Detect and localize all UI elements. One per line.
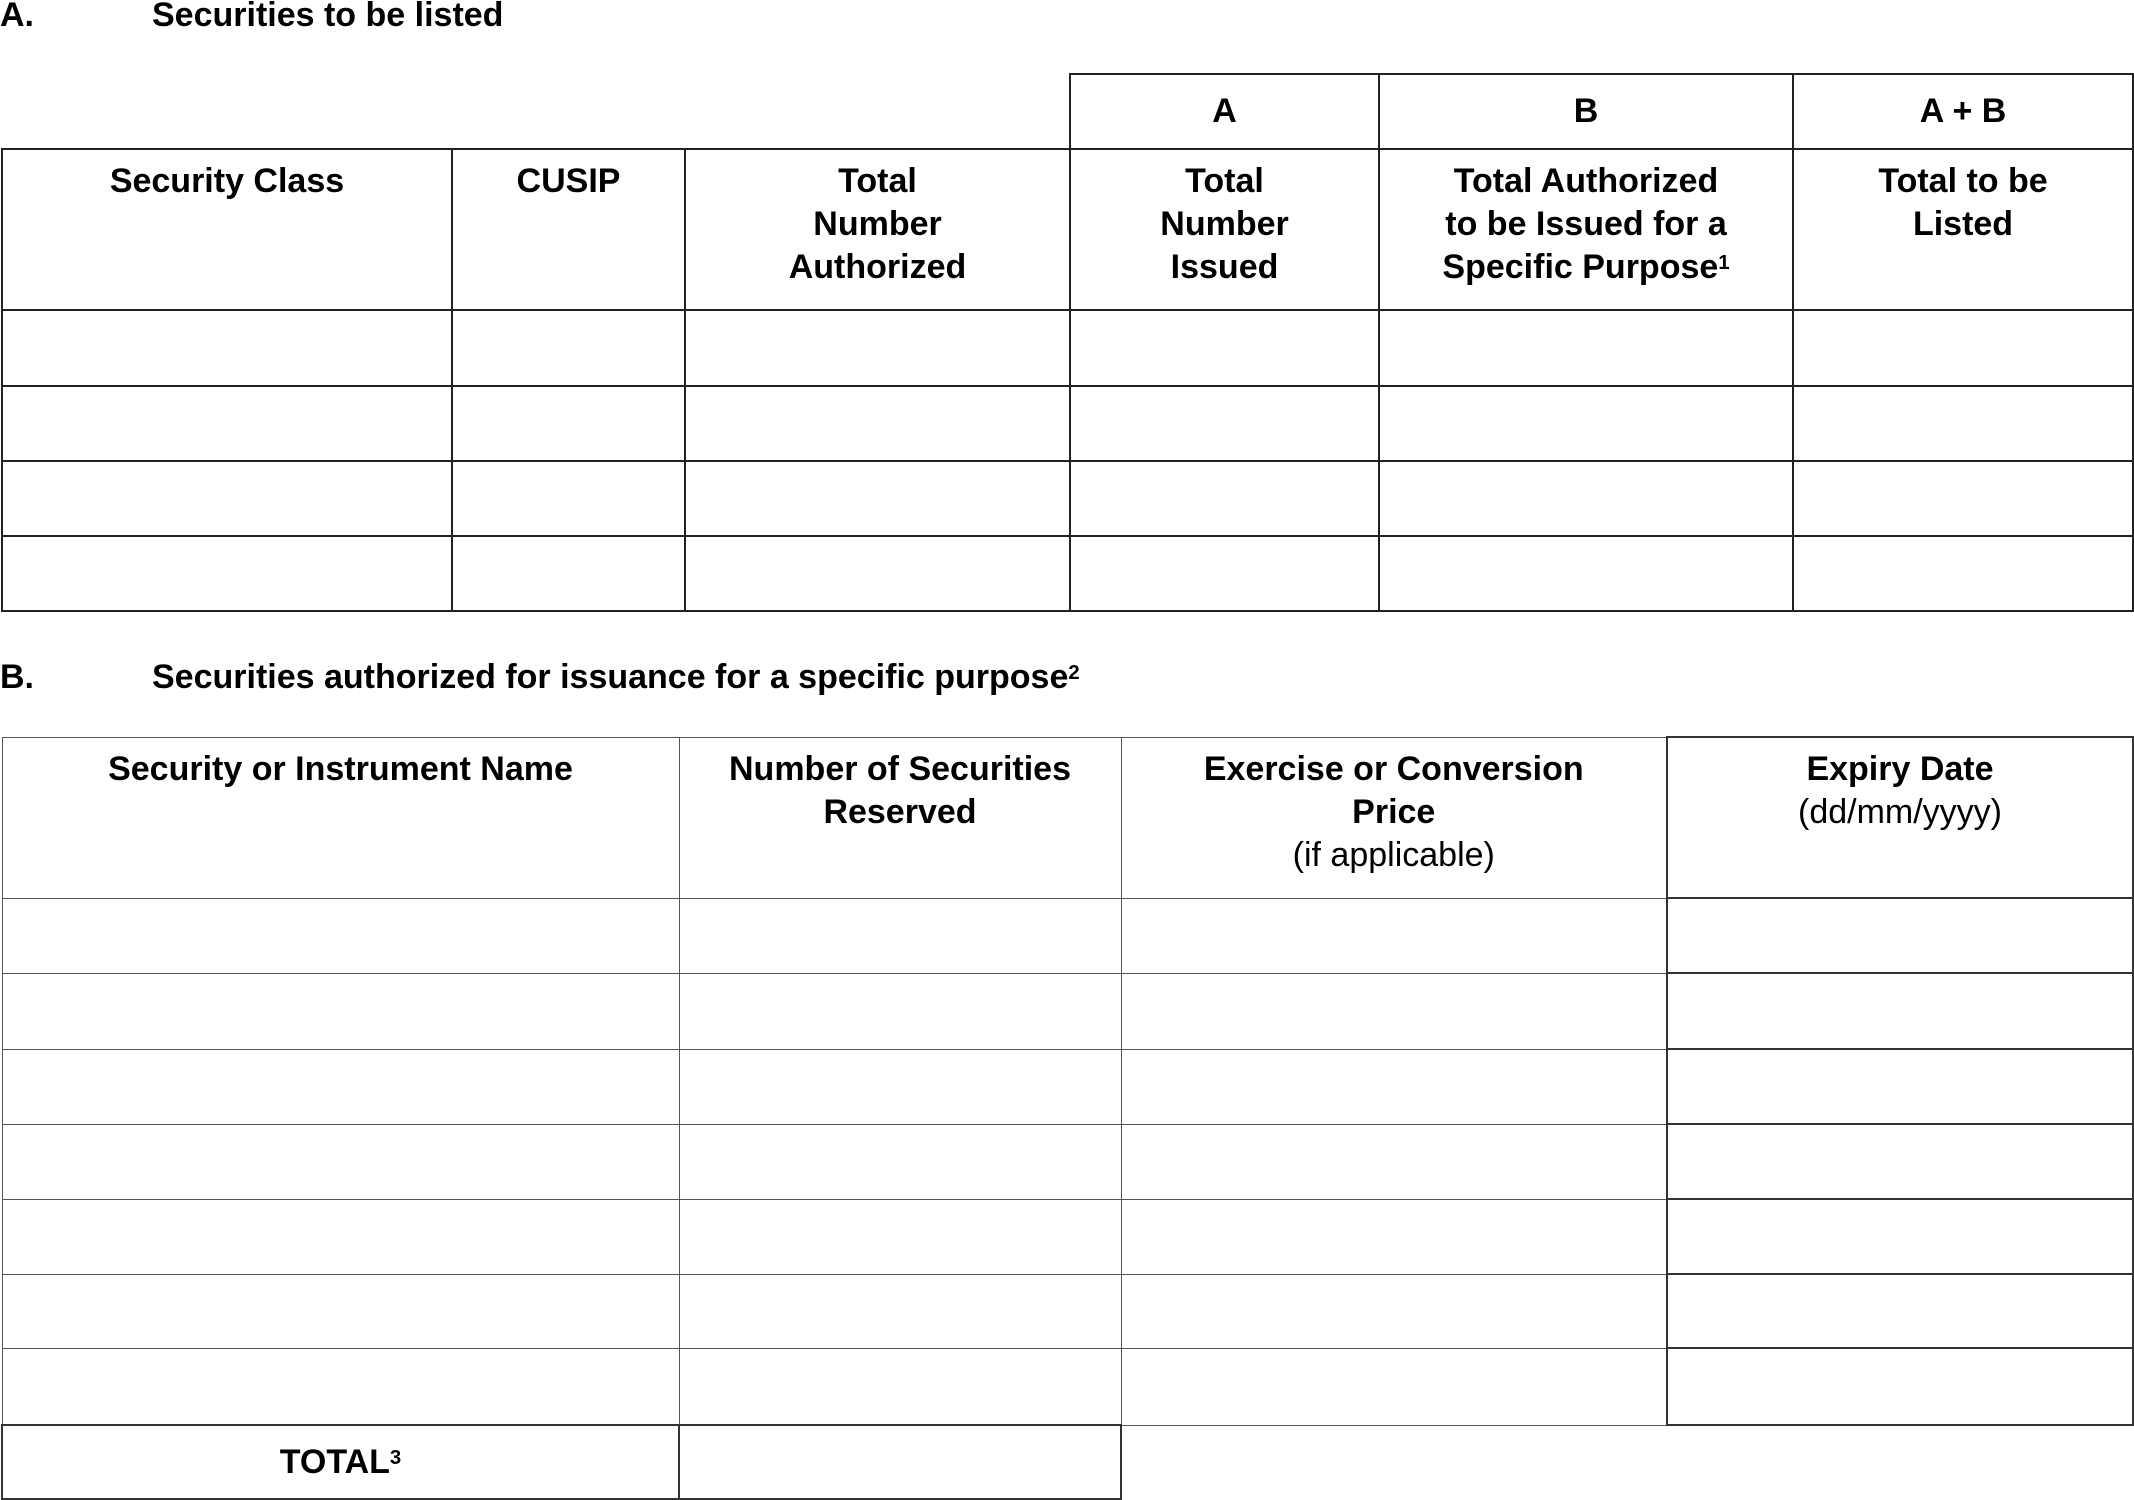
cell-security-name[interactable] [2, 1199, 679, 1274]
cell-expiry-date[interactable] [1667, 1274, 2133, 1348]
blank-header-spacer [2, 74, 1070, 149]
cell-number-reserved[interactable] [679, 1199, 1121, 1274]
cell-total-number-issued[interactable] [1070, 386, 1379, 461]
table-row [2, 1348, 2133, 1425]
col-header-total-to-be-listed [1793, 149, 2133, 310]
header-line: Listed [1912, 205, 2014, 243]
cell-exercise-price[interactable] [1121, 1348, 1667, 1425]
header-line: Number [813, 205, 942, 243]
cell-security-name[interactable] [2, 973, 679, 1049]
header-line: Number of Securities [729, 749, 1071, 788]
header-line: Total to be [1878, 162, 2048, 200]
cell-exercise-price[interactable] [1121, 1199, 1667, 1274]
col-header-security-name: Security or Instrument Name [2, 737, 679, 898]
cell-number-reserved[interactable] [679, 973, 1121, 1049]
section-b-title: Securities authorized for issuance for a specific purpose [152, 658, 1069, 696]
footnote-marker: 3 [389, 1446, 402, 1469]
cell-total-number-authorized[interactable] [685, 386, 1070, 461]
cell-total-number-issued[interactable] [1070, 536, 1379, 611]
cell-total-to-be-listed[interactable] [1793, 310, 2133, 386]
group-header-a-plus-b: A + B [1793, 74, 2133, 149]
total-row [2, 1425, 2133, 1499]
table-row [2, 1124, 2133, 1199]
col-header-total-number-issued [1070, 149, 1379, 310]
header-line: Reserved [823, 792, 977, 831]
cell-cusip[interactable] [452, 536, 685, 611]
footnote-marker: 2 [1068, 662, 1080, 684]
header-line: Expiry Date [1806, 750, 1994, 788]
cell-expiry-date[interactable] [1667, 1348, 2133, 1425]
cell-total-number-issued[interactable] [1070, 461, 1379, 536]
cell-cusip[interactable] [452, 386, 685, 461]
group-header-a: A [1070, 74, 1379, 149]
header-line: Price [1352, 792, 1436, 831]
header-line: Total [1185, 162, 1264, 200]
cell-exercise-price[interactable] [1121, 1124, 1667, 1199]
cell-exercise-price[interactable] [1121, 973, 1667, 1049]
header-note: (dd/mm/yyyy) [1798, 793, 2002, 831]
col-header-total-number-authorized [685, 149, 1070, 310]
cell-total-number-issued[interactable] [1070, 310, 1379, 386]
header-line: Total Authorized [1453, 162, 1719, 200]
group-header-b: B [1379, 74, 1793, 149]
table-row [2, 1199, 2133, 1274]
cell-total-to-be-listed[interactable] [1793, 536, 2133, 611]
cell-security-name[interactable] [2, 1124, 679, 1199]
cell-expiry-date[interactable] [1667, 1124, 2133, 1199]
cell-security-name[interactable] [2, 1348, 679, 1425]
cell-security-name[interactable] [2, 1274, 679, 1348]
col-header-cusip: CUSIP [452, 149, 685, 310]
header-line [1380, 246, 1792, 289]
header-line: Exercise or Conversion [1203, 749, 1584, 788]
table-row [2, 461, 2133, 536]
header-line: to be Issued for a [1445, 205, 1727, 243]
cell-total-number-authorized[interactable] [685, 461, 1070, 536]
cell-total-to-be-listed[interactable] [1793, 461, 2133, 536]
cell-expiry-date[interactable] [1667, 1199, 2133, 1274]
header-line: Issued [1170, 248, 1279, 286]
cell-total-authorized-specific-purpose[interactable] [1379, 536, 1793, 611]
col-header-total-authorized-specific-purpose [1379, 149, 1793, 310]
cell-expiry-date[interactable] [1667, 898, 2133, 973]
footnote-marker: 1 [1718, 252, 1730, 274]
cell-security-class[interactable] [2, 536, 452, 611]
cell-total-number-authorized[interactable] [685, 310, 1070, 386]
blank-total-spacer [1121, 1425, 2133, 1499]
cell-total-authorized-specific-purpose[interactable] [1379, 310, 1793, 386]
cell-total-number-authorized[interactable] [685, 536, 1070, 611]
total-label-text: TOTAL [279, 1442, 390, 1481]
cell-total-value[interactable] [679, 1425, 1121, 1499]
securities-to-be-listed-table [1, 73, 2134, 612]
section-b-letter: B. [0, 658, 34, 696]
cell-security-class[interactable] [2, 461, 452, 536]
cell-security-class[interactable] [2, 310, 452, 386]
cell-total-authorized-specific-purpose[interactable] [1379, 386, 1793, 461]
cell-expiry-date[interactable] [1667, 973, 2133, 1049]
col-header-number-reserved [679, 737, 1121, 898]
header-line: Total [838, 162, 917, 200]
section-a-letter: A. [0, 0, 34, 34]
cell-number-reserved[interactable] [679, 1274, 1121, 1348]
cell-expiry-date[interactable] [1667, 1049, 2133, 1124]
cell-number-reserved[interactable] [679, 898, 1121, 973]
specific-purpose-securities-table [1, 736, 2134, 1500]
cell-exercise-price[interactable] [1121, 898, 1667, 973]
cell-number-reserved[interactable] [679, 1124, 1121, 1199]
table-row [2, 386, 2133, 461]
table-row [2, 1274, 2133, 1348]
total-label [2, 1425, 679, 1499]
cell-number-reserved[interactable] [679, 1348, 1121, 1425]
section-b-title-wrap [152, 660, 1080, 694]
cell-security-class[interactable] [2, 386, 452, 461]
col-header-security-class: Security Class [2, 149, 452, 310]
cell-security-name[interactable] [2, 1049, 679, 1124]
table-row [2, 310, 2133, 386]
table-row [2, 973, 2133, 1049]
cell-number-reserved[interactable] [679, 1049, 1121, 1124]
table-row [2, 1049, 2133, 1124]
col-header-expiry-date [1667, 737, 2133, 898]
cell-total-to-be-listed[interactable] [1793, 386, 2133, 461]
table-row [2, 536, 2133, 611]
table-row [2, 898, 2133, 973]
cell-cusip[interactable] [452, 310, 685, 386]
cell-total-authorized-specific-purpose[interactable] [1379, 461, 1793, 536]
cell-exercise-price[interactable] [1121, 1274, 1667, 1348]
section-a-title: Securities to be listed [152, 0, 504, 34]
header-note: (if applicable) [1292, 835, 1495, 874]
cell-cusip[interactable] [452, 461, 685, 536]
col-header-exercise-price [1121, 737, 1667, 898]
header-line-text: Specific Purpose [1442, 248, 1719, 286]
header-line: Number [1160, 205, 1289, 243]
cell-security-name[interactable] [2, 898, 679, 973]
cell-exercise-price[interactable] [1121, 1049, 1667, 1124]
header-line: Authorized [788, 248, 967, 286]
